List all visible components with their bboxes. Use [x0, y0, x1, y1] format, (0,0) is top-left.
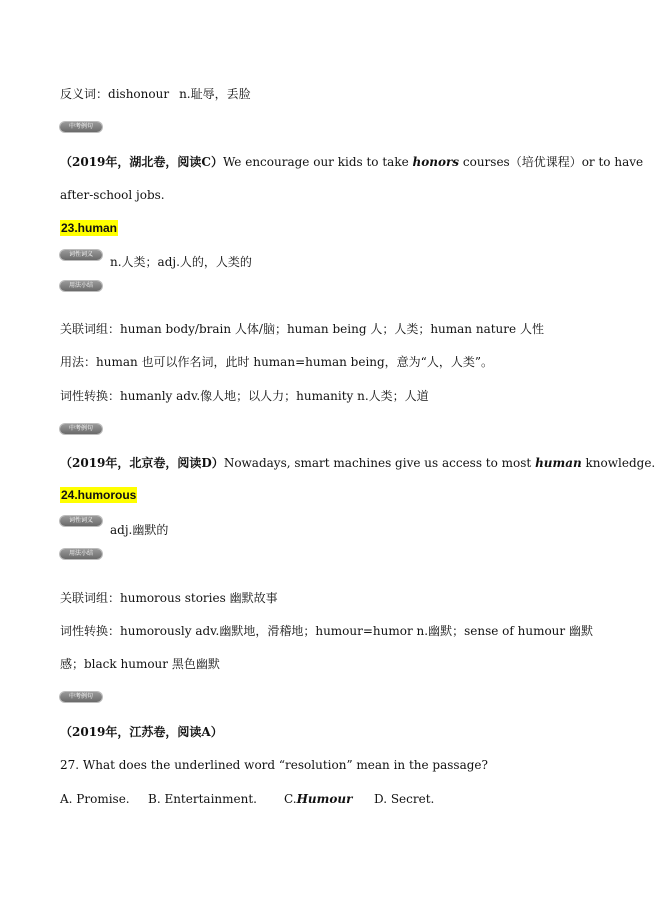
antonym-label: 反义词： — [60, 87, 109, 101]
example-1-pre: We encourage our kids to take — [222, 155, 413, 169]
humorous-phrases: 关联词组：humorous stories 幽默故事 — [60, 591, 278, 605]
example-1-source: （2019年，湖北卷，阅读C） — [60, 155, 223, 169]
headword-humorous-text: 24.humorous — [61, 488, 137, 502]
example-2-pre: Nowadays, smart machines give us access to most — [223, 456, 536, 470]
yongfa-badge-1: 用法小结 — [60, 281, 102, 291]
headword-humorous — [60, 487, 600, 503]
example-3-source: （2019年，江苏卷，阅读A） — [60, 725, 223, 739]
humorous-pos: adj.幽默的 — [110, 523, 169, 537]
yongfa-badge-2: 用法小结 — [60, 549, 102, 559]
cixing-badge-2: 词性词义 — [60, 516, 102, 526]
antonym-meaning: n.耻辱，丢脸 — [179, 87, 251, 101]
option-c — [284, 791, 352, 807]
human-pos: n.人类；adj.人的，人类的 — [110, 255, 252, 269]
zhongkao-badge-1: 中考例句 — [60, 122, 102, 132]
humorous-conversion: 词性转换：humorously adv.幽默地，滑稽地；humour=humor n.幽默；sense of humour 幽默 — [60, 624, 593, 638]
example-2-emphasis: human — [535, 456, 582, 470]
option-c-emphasis: Humour — [296, 792, 353, 806]
zhongkao-badge-3: 中考例句 — [60, 692, 102, 702]
example-1-post: courses（培优课程）or to have — [459, 155, 644, 169]
option-b: B. Entertainment. — [148, 792, 257, 806]
example-1-emphasis: honors — [412, 155, 460, 169]
example-1 — [60, 154, 644, 170]
antonym-line — [60, 86, 600, 102]
example-2-post: knowledge. — [581, 456, 655, 470]
headword-human-text: 23.human — [61, 221, 118, 235]
example-2 — [60, 455, 655, 471]
option-c-prefix: C. — [284, 792, 297, 806]
headword-human — [60, 220, 600, 236]
option-d: D. Secret. — [374, 792, 435, 806]
zhongkao-badge-2: 中考例句 — [60, 424, 102, 434]
human-usage: 用法：human 也可以作名词，此时 human=human being，意为“人，人类”。 — [60, 355, 493, 369]
option-a: A. Promise. — [60, 792, 130, 806]
human-conversion: 词性转换：humanly adv.像人地；以人力；humanity n.人类；人道 — [60, 389, 429, 403]
human-phrases: 关联词组：human body/brain 人体/脑；human being 人；人类；human nature 人性 — [60, 322, 544, 336]
cixing-badge-1: 词性词义 — [60, 250, 102, 260]
humorous-conversion-continued: 感；black humour 黑色幽默 — [60, 657, 220, 671]
example-1-continued: after-school jobs. — [60, 188, 165, 202]
example-2-source: （2019年，北京卷，阅读D） — [60, 456, 224, 470]
example-3-question: 27. What does the underlined word “resolution” mean in the passage? — [60, 758, 488, 772]
antonym-word: dishonour — [108, 87, 170, 101]
